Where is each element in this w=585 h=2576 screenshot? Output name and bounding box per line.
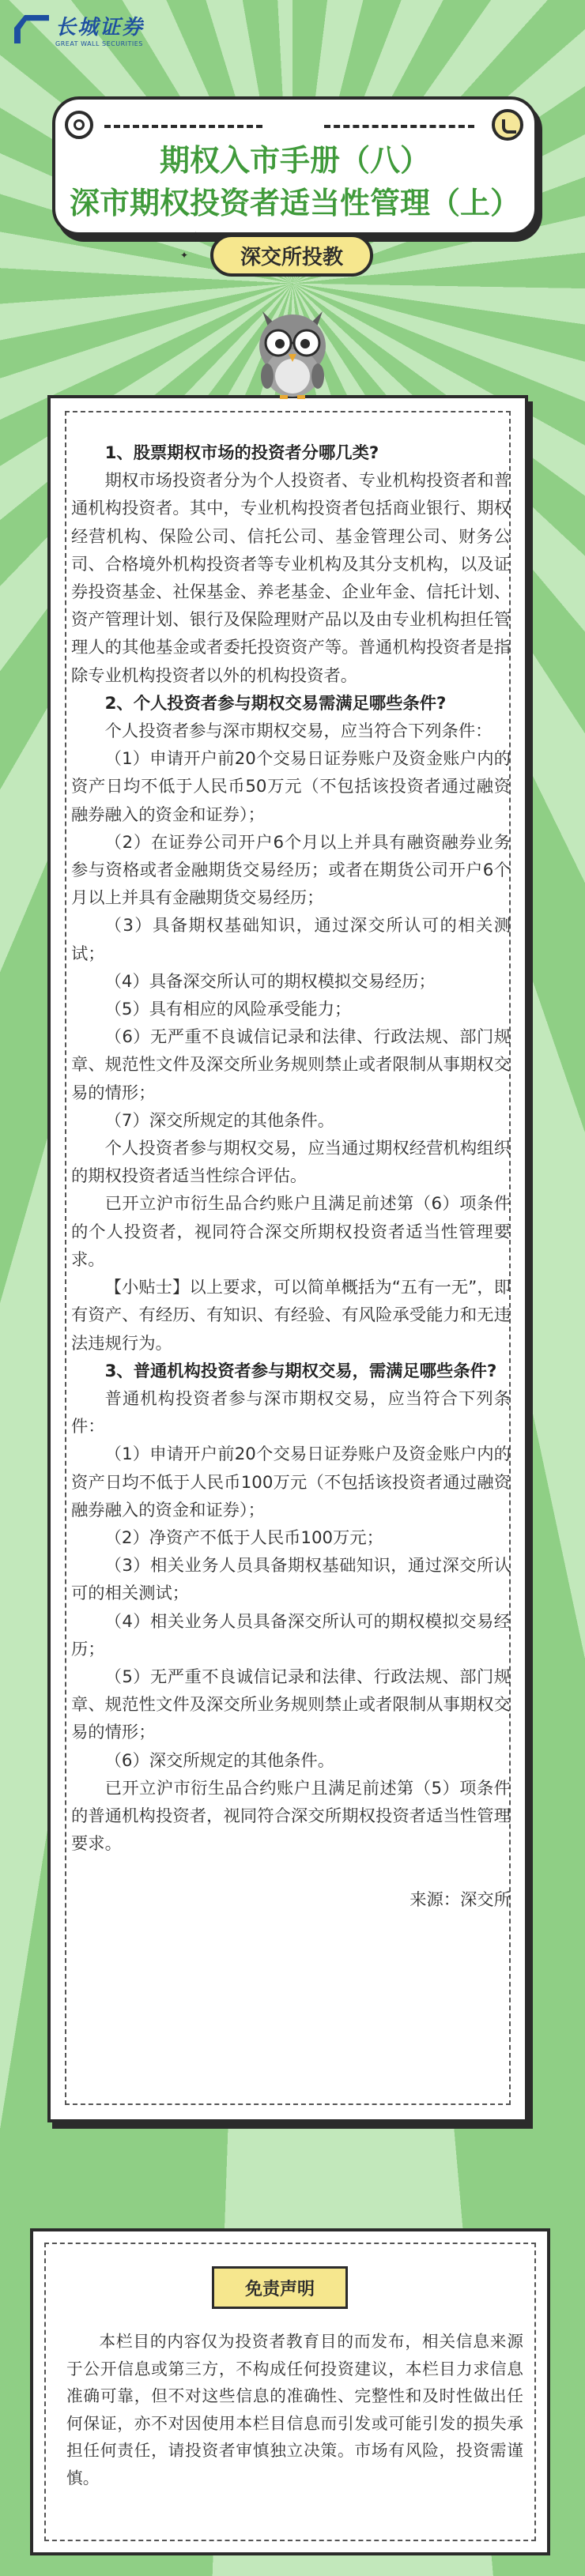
section-heading: 3、普通机构投资者参与期权交易，需满足哪些条件?: [104, 1361, 497, 1381]
body-paragraph: （6）深交所规定的其他条件。: [104, 1750, 335, 1771]
dash-divider-left: [104, 125, 262, 128]
dash-divider-right: [324, 125, 474, 128]
body-paragraph: （1）申请开户前20个交易日证券账户及资金账户内的资产日均不低于人民币50万元（不包括该投资者通过融资融券融入的资金和证券）；: [71, 749, 511, 825]
body-paragraph: 已开立沪市衍生品合约账户且满足前述第（6）项条件的个人投资者，视同符合深交所期权投资者适当性管理要求。: [71, 1194, 511, 1270]
sparkle-icon: ✦: [180, 250, 189, 261]
logo-name-cn: 长城证券: [55, 16, 145, 40]
body-paragraph: （5）无严重不良诚信记录和法律、行政法规、部门规章、规范性文件及深交所业务规则禁止或者限制从事期权交易的情形；: [71, 1666, 511, 1743]
title-card: [52, 96, 538, 235]
body-paragraph: （4）相关业务人员具备深交所认可的期权模拟交易经历；: [71, 1611, 511, 1659]
owl-mascot-icon: [245, 297, 340, 400]
column-badge: 深交所投教: [210, 234, 373, 277]
logo-name-en: GREAT WALL SECURITIES: [55, 40, 143, 47]
body-paragraph: （5）具有相应的风险承受能力；: [104, 1000, 352, 1020]
body-paragraph: 【小贴士】以上要求，可以简单概括为“五有一无”，即有资产、有经历、有知识、有经验、有风险承受能力和无违法违规行为。: [71, 1278, 511, 1354]
body-paragraph: 个人投资者参与深市期权交易，应当符合下列条件：: [104, 721, 493, 742]
body-paragraph: （3）相关业务人员具备期权基础知识，通过深交所认可的相关测试；: [71, 1556, 511, 1604]
great-wall-logo-icon: [14, 15, 49, 43]
section-heading: 2、个人投资者参与期权交易需满足哪些条件?: [104, 693, 447, 714]
brand-logo: [14, 11, 144, 47]
body-paragraph: 已开立沪市衍生品合约账户且满足前述第（5）项条件的普通机构投资者，视同符合深交所期权投资者适当性管理要求。: [71, 1778, 511, 1855]
body-paragraph: （2）在证券公司开户6个月以上并具有融资融券业务参与资格或者金融期货交易经历；或者在期货公司开户6个月以上并具有金融期货交易经历；: [71, 832, 511, 909]
section-heading: 1、股票期权市场的投资者分哪几类?: [104, 443, 379, 463]
body-paragraph: 普通机构投资者参与深市期权交易，应当符合下列条件：: [71, 1388, 511, 1437]
page-subtitle: 深市期权投资者适当性管理（上）: [69, 186, 520, 220]
disclaimer-text: 本栏目的内容仅为投资者教育目的而发布，相关信息来源于公开信息或第三方，不构成任何投资建议，本栏目力求信息准确可靠，但不对这些信息的准确性、完整性和及时性做出任何保证，亦不对因使用本栏目信息而引发或可能引发的损失承担任何责任，请投资者审慎独立决策。市场有风险，投资需谨慎。: [66, 2332, 523, 2487]
body-paragraph: 个人投资者参与期权交易，应当通过期权经营机构组织的期权投资者适当性综合评估。: [71, 1139, 511, 1187]
body-paragraph: （1）申请开户前20个交易日证券账户及资金账户内的资产日均不低于人民币100万元（不包括该投资者通过融资融券融入的资金和证券）；: [71, 1444, 511, 1520]
body-paragraph: （6）无严重不良诚信记录和法律、行政法规、部门规章、规范性文件及深交所业务规则禁止或者限制从事期权交易的情形；: [71, 1027, 511, 1103]
sparkle-icon: ✦: [190, 229, 202, 246]
spiral-icon: [65, 111, 93, 139]
source-note: 来源：深交所: [410, 1890, 511, 1911]
body-paragraph: （3）具备期权基础知识，通过深交所认可的相关测试；: [71, 916, 511, 964]
body-paragraph: （7）深交所规定的其他条件。: [104, 1110, 335, 1131]
article-body: [71, 439, 511, 1915]
body-paragraph: （4）具备深交所认可的期权模拟交易经历；: [104, 971, 436, 992]
page-title: 期权入市手册（八）: [159, 143, 430, 178]
disclaimer-title: 免责声明: [212, 2266, 348, 2309]
body-paragraph: 期权市场投资者分为个人投资者、专业机构投资者和普通机构投资者。其中，专业机构投资者包括商业银行、期权经营机构、保险公司、信托公司、基金管理公司、财务公司、合格境外机构投资者等专业机构及其分支机构，以及证券投资基金、社保基金、养老基金、企业年金、信托计划、资产管理计划、银行及保险理财产品以及由专业机构担任管理人的其他基金或者委托投资资产等。普通机构投资者是指除专业机构投资者以外的机构投资者。: [71, 471, 511, 686]
body-paragraph: （2）净资产不低于人民币100万元；: [104, 1527, 383, 1548]
